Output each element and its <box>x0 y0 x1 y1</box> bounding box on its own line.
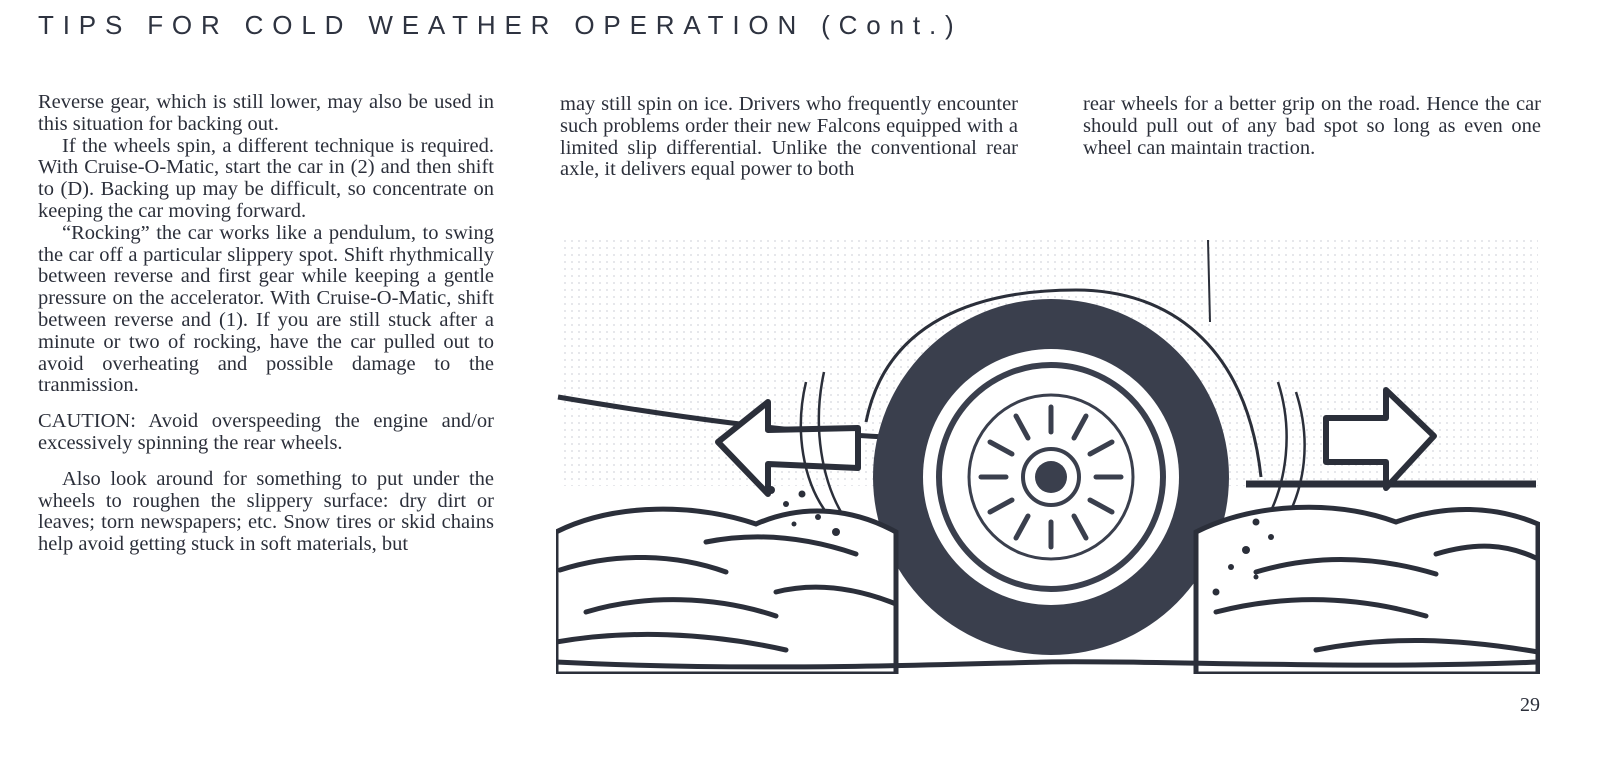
spinning-tire-illustration <box>556 232 1540 674</box>
caution-paragraph: CAUTION: Avoid overspeeding the engine and/or excessively spinning the rear wheels. <box>38 410 494 454</box>
page-title: TIPS FOR COLD WEATHER OPERATION (Cont.) <box>38 10 963 40</box>
text-column-3 <box>1083 94 1541 159</box>
paragraph: may still spin on ice. Drivers who frequently encounter such problems order their new Falcons equipped with a limited slip differential. Unlike the conventional rear axle, it delivers equal power to both <box>560 93 1018 181</box>
text-column-1 <box>38 92 494 556</box>
paragraph: rear wheels for a better grip on the road. Hence the car should pull out of any bad spot so long as even one wheel can maintain traction. <box>1083 93 1541 159</box>
text-column-2 <box>560 94 1018 181</box>
paragraph: Reverse gear, which is still lower, may also be used in this situation for backing out. <box>38 91 494 135</box>
page-number: 29 <box>1520 694 1540 716</box>
paragraph: If the wheels spin, a different technique is required. With Cruise-O-Matic, start the car in (2) and then shift to (D). Backing up may be difficult, so concentrate on keeping the car moving forward. <box>38 134 494 222</box>
paragraph: Also look around for something to put under the wheels to roughen the slippery surface: dry dirt or leaves; torn newspapers; etc. Snow tires or skid chains help avoid getting stuck in soft materials, but <box>38 467 494 556</box>
paragraph: “Rocking” the car works like a pendulum, to swing the car off a particular slippery spot. Shift rhythmically between reverse and first gear while keeping a gentle pressure on the accelerator. With Cruise-O-Matic, shift between reverse and (1). If you are still stuck after a minute or two of rocking, have the car pulled out to avoid overheating and possible damage to the tranmission. <box>38 221 494 397</box>
tire-icon <box>873 299 1229 655</box>
